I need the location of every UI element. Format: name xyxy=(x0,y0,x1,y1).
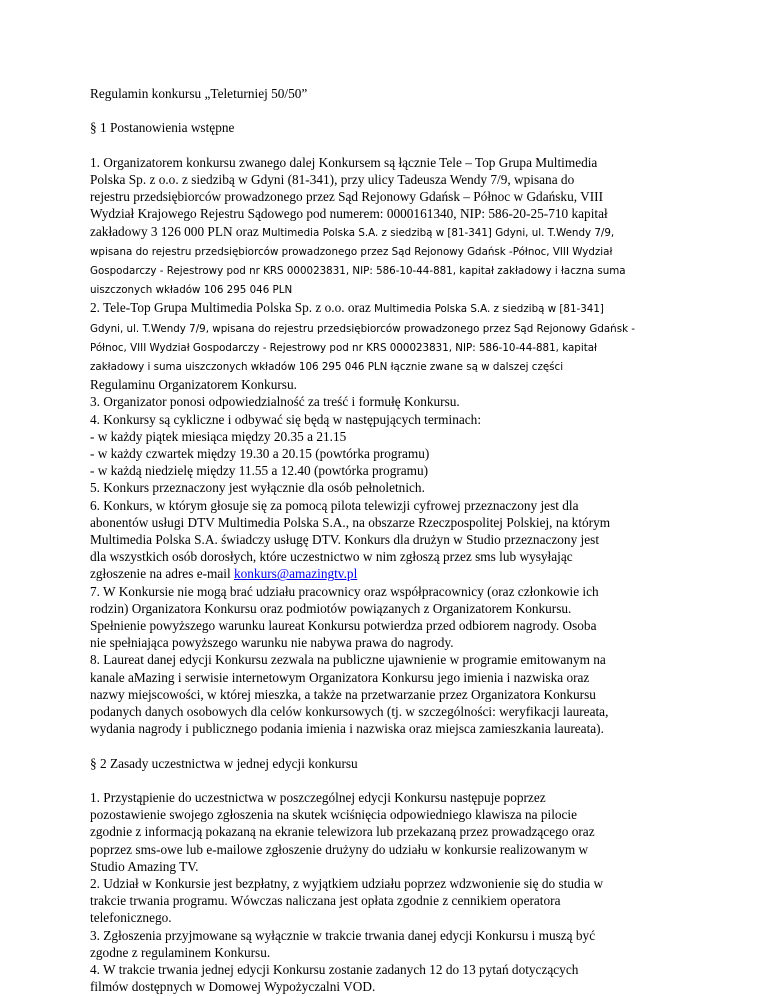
line-text: 2. Udział w Konkursie jest bezpłatny, z wyjątkiem udziału poprzez wdzwonienie się do studia w xyxy=(90,876,604,892)
spacer xyxy=(90,137,680,154)
line-text: 6. Konkurs, w którym głosuje się za pomocą pilota telewizji cyfrowej przeznaczony jest dla xyxy=(90,497,579,513)
line-text: nie spełniająca powyższego warunku nie nabywa prawa do nagrody. xyxy=(90,635,454,651)
document-line xyxy=(90,319,680,338)
document-line xyxy=(90,514,680,531)
section-2-heading: § 2 Zasady uczestnictwa w jednej edycji konkursu xyxy=(90,755,358,771)
document-line xyxy=(90,909,680,926)
line-text: Wydział Krajowego Rejestru Sądowego pod numerem: 0000161340, NIP: 586-20-25-710 kapitał xyxy=(90,206,608,222)
line-text: zgodnie z informacją pokazaną na ekranie telewizora lub przekazaną przez prowadzącego oraz xyxy=(90,824,595,840)
document-line xyxy=(90,565,680,582)
document-line xyxy=(90,944,680,961)
document-line xyxy=(90,841,680,858)
document-line xyxy=(90,223,680,242)
document-line xyxy=(90,789,680,806)
document-line xyxy=(90,617,680,634)
line-text: telefonicznego. xyxy=(90,910,172,926)
document-line xyxy=(90,242,680,261)
email-link[interactable]: konkurs@amazingtv.pl xyxy=(233,566,358,582)
line-text: 4. Konkursy są cykliczne i odbywać się będą w następujących terminach: xyxy=(90,411,482,427)
document-line xyxy=(90,961,680,978)
document-line xyxy=(90,978,680,995)
document-line xyxy=(90,858,680,875)
document-line xyxy=(90,154,680,171)
line-text: rejestru przedsiębiorców prowadzonego przez Sąd Rejonowy Gdańsk – Północ w Gdańsku, VIII xyxy=(90,189,604,205)
line-text: zgłoszenie na adres e-mail xyxy=(90,566,234,582)
spacer xyxy=(90,102,680,119)
line-text: nazwy miejscowości, w której mieszka, a także na przetwarzanie przez Organizatora Konkursu xyxy=(90,686,596,702)
document-line xyxy=(90,600,680,617)
line-text: poprzez sms-owe lub e-mailowe zgłoszenie drużyny do udziału w konkursie realizowanym w xyxy=(90,841,589,857)
line-text: 8. Laureat danej edycji Konkursu zezwala na publiczne ujawnienie w programie emitowanym na xyxy=(90,652,606,668)
section-1-heading: § 1 Postanowienia wstępne xyxy=(90,120,235,136)
line-text: Regulaminu Organizatorem Konkursu. xyxy=(90,377,297,393)
document-line xyxy=(90,376,680,393)
spacer xyxy=(90,772,680,789)
document-line xyxy=(90,634,680,651)
line-text: pozostawienie swojego zgłoszenia na skutek wciśnięcia odpowiedniego klawisza na pilocie xyxy=(90,807,578,823)
line-small-text: Multimedia Polska S.A. z siedzibą w [81-341] Gdyni, ul. T.Wendy 7/9, xyxy=(262,226,615,239)
document-line xyxy=(90,428,680,445)
document-line xyxy=(90,686,680,703)
line-text: Studio Amazing TV. xyxy=(90,858,199,874)
document-line xyxy=(90,583,680,600)
line-text: - w każdą niedzielę między 11.55 a 12.40 (powtórka programu) xyxy=(90,463,429,479)
document-title: Regulamin konkursu „Teleturniej 50/50” xyxy=(90,86,308,101)
line-small-text: uiszczonych wkładów 106 295 046 PLN xyxy=(90,284,293,297)
document-line xyxy=(90,338,680,357)
line-text: zgodne z regulaminem Konkursu. xyxy=(90,944,271,960)
document-line xyxy=(90,261,680,280)
document-line xyxy=(90,531,680,548)
line-text: kanale aMazing i serwisie internetowym Organizatora Konkursu jego imienia i nazwiska oraz xyxy=(90,669,590,685)
line-text: wydania nagrody i publicznego podania imienia i nazwiska oraz miejsca zamieszkania laureata). xyxy=(90,721,604,737)
line-text: 7. W Konkursie nie mogą brać udziału pracownicy oraz współpracownicy (oraz członkowie ich xyxy=(90,583,599,599)
document-line xyxy=(90,479,680,496)
line-text: 5. Konkurs przeznaczony jest wyłącznie dla osób pełnoletnich. xyxy=(90,480,425,496)
document-line xyxy=(90,892,680,909)
line-small-text: wpisana do rejestru przedsiębiorców prowadzonego przez Sąd Rejonowy Gdańsk -Północ, VIII Wydział xyxy=(90,245,613,258)
line-text: 3. Organizator ponosi odpowiedzialność za treść i formułę Konkursu. xyxy=(90,394,460,410)
line-small-text: Gospodarczy - Rejestrowy pod nr KRS 000023831, NIP: 586-10-44-881, kapitał zakładowy i łaczna suma xyxy=(90,265,626,277)
line-small-text: Północ, VIII Wydział Gospodarczy - Rejestrowy pod nr KRS 000023831, NIP: 586-10-44-881, kapitał xyxy=(90,341,597,354)
document-line xyxy=(90,823,680,840)
line-text: podanych danych osobowych dla celów konkursowych (tj. w szczególności: weryfikacji laureata, xyxy=(90,704,609,720)
document-line xyxy=(90,497,680,514)
line-text: - w każdy piątek miesiąca między 20.35 a 21.15 xyxy=(90,428,347,444)
section-1-body xyxy=(90,154,680,738)
document-line xyxy=(90,651,680,668)
section-2-body xyxy=(90,789,680,995)
line-text: filmów dostępnych w Domowej Wypożyczalni VOD. xyxy=(90,979,376,995)
document-line xyxy=(90,806,680,823)
document-line xyxy=(90,357,680,376)
line-text: 1. Przystąpienie do uczestnictwa w poszczególnej edycji Konkursu następuje poprzez xyxy=(90,790,546,806)
document-line xyxy=(90,171,680,188)
document-line xyxy=(90,445,680,462)
document-line xyxy=(90,280,680,299)
line-small-text: Multimedia Polska S.A. z siedzibą w [81-341] xyxy=(374,303,604,316)
line-text: 4. W trakcie trwania jednej edycji Konkursu zostanie zadanych 12 do 13 pytań dotyczących xyxy=(90,962,579,978)
line-text: trakcie trwania programu. Wówczas naliczana jest opłata zgodnie z cennikiem operatora xyxy=(90,893,561,909)
line-small-text: Gdyni, ul. T.Wendy 7/9, wpisana do rejestru przedsiębiorców prowadzonego przez Sąd Rejonowy Gdańsk - xyxy=(90,322,636,335)
line-text: Multimedia Polska S.A. świadczy usługę DTV. Konkurs dla drużyn w Studio przeznaczony jest xyxy=(90,532,600,548)
line-text: dla wszystkich osób dorosłych, które uczestnictwo w nim zgłoszą przez sms lub wysyłając xyxy=(90,549,573,565)
document-line xyxy=(90,205,680,222)
document-line xyxy=(90,703,680,720)
document-line xyxy=(90,188,680,205)
line-text: 2. Tele-Top Grupa Multimedia Polska Sp. z o.o. oraz xyxy=(90,300,375,316)
line-text: Polska Sp. z o.o. z siedzibą w Gdyni (81-341), przy ulicy Tadeusza Wendy 7/9, wpisana do xyxy=(90,171,575,187)
document-line xyxy=(90,927,680,944)
document-line xyxy=(90,548,680,565)
document-line xyxy=(90,411,680,428)
line-text: rodzin) Organizatora Konkursu oraz podmiotów powiązanych z Organizatorem Konkursu. xyxy=(90,600,572,616)
line-text: abonentów usługi DTV Multimedia Polska S.A., na obszarze Rzeczpospolitej Polskiej, na którym xyxy=(90,514,611,530)
line-text: - w każdy czwartek między 19.30 a 20.15 (powtórka programu) xyxy=(90,446,430,462)
spacer xyxy=(90,737,680,754)
document-line xyxy=(90,720,680,737)
document-line xyxy=(90,462,680,479)
document-line xyxy=(90,669,680,686)
line-text: Spełnienie powyższego warunku laureat Konkursu potwierdza przed odbiorem nagrody. Osoba xyxy=(90,618,597,634)
document-page xyxy=(90,85,680,996)
document-line xyxy=(90,299,680,318)
line-small-text: zakładowy i suma uiszczonych wkładów 106 295 046 PLN łącznie zwane są w dalszej części xyxy=(90,361,564,374)
document-line xyxy=(90,393,680,410)
line-text: 3. Zgłoszenia przyjmowane są wyłącznie w trakcie trwania danej edycji Konkursu i muszą być xyxy=(90,927,596,943)
line-text: 1. Organizatorem konkursu zwanego dalej Konkursem są łącznie Tele – Top Grupa Multimedia xyxy=(90,154,598,170)
line-text: zakładowy 3 126 000 PLN oraz xyxy=(90,223,263,239)
document-line xyxy=(90,875,680,892)
